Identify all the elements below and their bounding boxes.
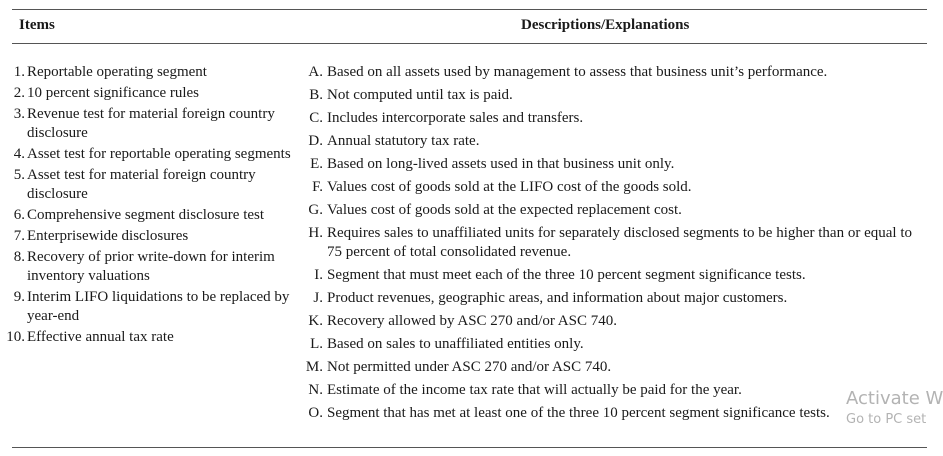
header-rule: [12, 43, 927, 44]
items-header: Items: [19, 17, 55, 33]
list-item: K. Recovery allowed by ASC 270 and/or ASC 740.: [308, 313, 617, 329]
descriptions-header: Descriptions/Explanations: [521, 17, 690, 33]
list-item: 1. Reportable operating segment: [13, 64, 207, 80]
list-item: A. Based on all assets used by management to assess that business unit’s performance.: [308, 64, 828, 80]
table-bottom-rule: [12, 447, 927, 448]
list-item: C. Includes intercorporate sales and transfers.: [309, 110, 584, 126]
list-item: D. Annual statutory tax rate.: [308, 133, 480, 149]
list-item: 5. Asset test for material foreign country disclosure: [13, 167, 256, 202]
items-list: [0, 63, 300, 347]
list-item: B. Not computed until tax is paid.: [309, 87, 513, 103]
list-item: 4. Asset test for reportable operating segments: [13, 146, 291, 162]
descriptions-list: [299, 63, 919, 423]
table-top-rule: [12, 9, 927, 10]
list-item: E. Based on long-lived assets used in that business unit only.: [310, 156, 675, 172]
watermark-line2: Go to PC set: [846, 412, 927, 427]
list-item: 7. Enterprisewide disclosures: [13, 228, 189, 244]
list-item: M. Not permitted under ASC 270 and/or ASC 740.: [305, 359, 612, 375]
list-item: H. Requires sales to unaffiliated units for separately disclosed segments to be higher than or equal to 75 percent of total consolidated revenue.: [308, 225, 912, 260]
list-item: 10. Effective annual tax rate: [6, 329, 174, 345]
list-item: J. Product revenues, geographic areas, and information about major customers.: [313, 290, 788, 306]
watermark-line1: Activate W: [846, 388, 943, 409]
list-item: 8. Recovery of prior write-down for interim inventory valuations: [13, 249, 275, 284]
list-item: L. Based on sales to unaffiliated entities only.: [310, 336, 584, 352]
list-item: 9. Interim LIFO liquidations to be replaced by year-end: [13, 289, 290, 324]
list-item: I. Segment that must meet each of the three 10 percent segment significance tests.: [314, 267, 806, 283]
list-item: G. Values cost of goods sold at the expected replacement cost.: [308, 202, 682, 218]
list-item: 2. 10 percent significance rules: [13, 85, 200, 101]
list-item: O. Segment that has met at least one of the three 10 percent segment significance tests.: [308, 405, 830, 421]
list-item: F. Values cost of goods sold at the LIFO cost of the goods sold.: [312, 179, 692, 195]
list-item: 3. Revenue test for material foreign country disclosure: [13, 106, 275, 141]
list-item: N. Estimate of the income tax rate that will actually be paid for the year.: [308, 382, 742, 398]
list-item: 6. Comprehensive segment disclosure test: [13, 207, 265, 223]
